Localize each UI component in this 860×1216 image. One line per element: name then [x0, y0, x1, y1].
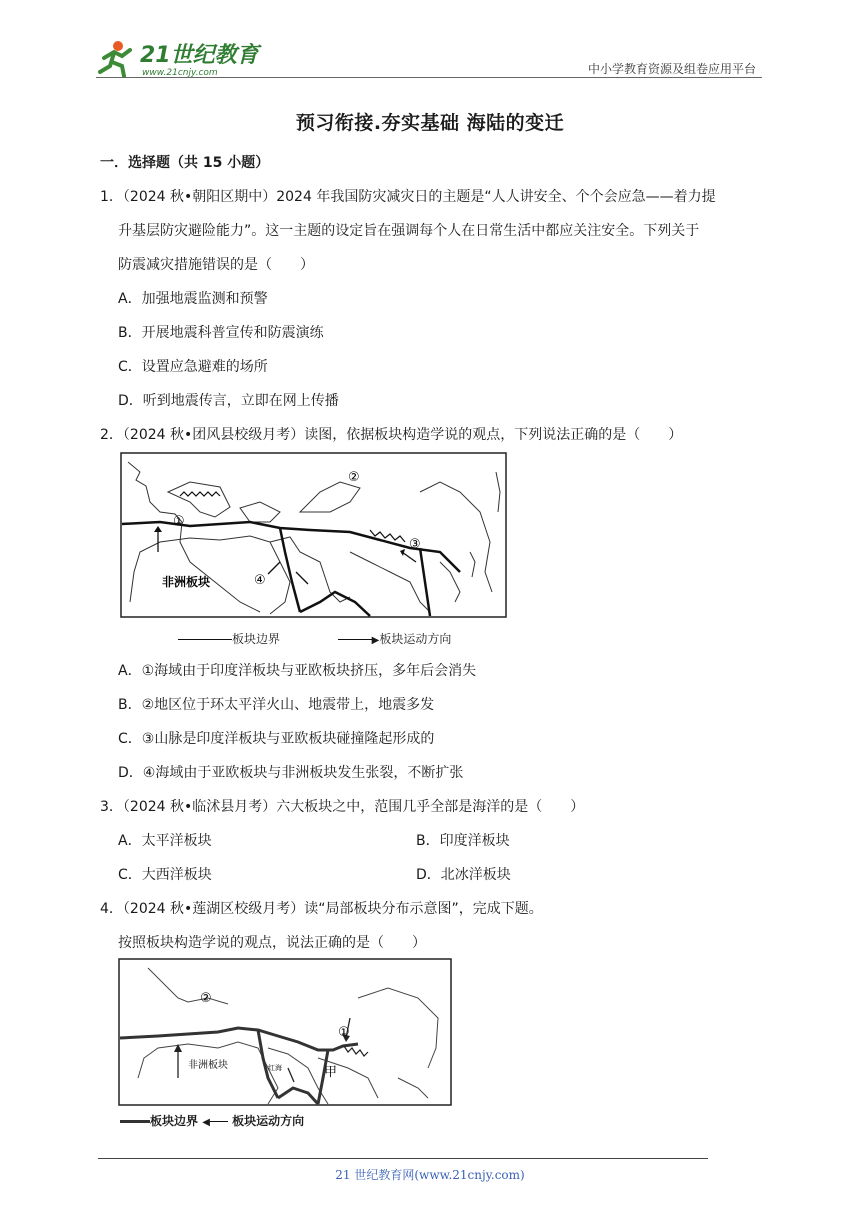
boundary-line-icon [178, 639, 232, 640]
q1-option-b[interactable]: B．开展地震科普宣传和防震演练 [118, 325, 324, 341]
section-heading: 一．选择题（共 15 小题） [100, 155, 270, 171]
q3-option-b[interactable]: B．印度洋板块 [416, 833, 510, 849]
page-title: 预习衔接.夯实基础 海陆的变迁 [295, 112, 565, 134]
q1-line3: 防震减灾措施错误的是（ ） [118, 257, 314, 273]
q4-line1: 4．（2024 秋•莲湖区校级月考）读“局部板块分布示意图”，完成下题。 [100, 901, 543, 917]
q2-legend-direction: 板块运动方向 [379, 632, 452, 646]
header-divider [96, 77, 762, 78]
q3-line1: 3．（2024 秋•临沭县月考）六大板块之中，范围几乎全部是海洋的是（ ） [100, 799, 585, 815]
q4-legend-direction: 板块运动方向 [232, 1114, 305, 1128]
q3-option-a[interactable]: A．太平洋板块 [118, 833, 212, 849]
q4-label-jia: 甲 [324, 1065, 338, 1080]
platform-name: 中小学教育资源及组卷应用平台 [587, 62, 756, 76]
q2-plate-map [120, 452, 508, 624]
q2-option-b[interactable]: B．②地区位于环太平洋火山、地震带上，地震多发 [118, 697, 435, 713]
q4-line2: 按照板块构造学说的观点，说法正确的是（ ） [118, 935, 426, 951]
q2-label-4: ④ [254, 573, 266, 588]
q4-label-1: ① [338, 1025, 350, 1040]
arrow-left-icon [210, 1121, 228, 1122]
q1-line1: 1．（2024 秋•朝阳区期中）2024 年我国防灾减灾日的主题是“人人讲安全、个个会应急——着力提 [100, 189, 716, 205]
q4-legend: 板块边界 ◀ 板块运动方向 [120, 1112, 304, 1129]
q4-label-africa: 非洲板块 [188, 1060, 228, 1071]
q1-line2: 升基层防灾避险能力”。这一主题的设定旨在强调每个人在日常生活中都应关注安全。下列关于 [118, 223, 700, 239]
footer-site[interactable]: 21 世纪教育网(www.21cnjy.com) [335, 1168, 525, 1182]
q1-option-a[interactable]: A．加强地震监测和预警 [118, 291, 268, 307]
q2-line1: 2．（2024 秋•团风县校级月考）读图，依据板块构造学说的观点，下列说法正确的是（ ） [100, 427, 683, 443]
footer-divider [98, 1158, 708, 1159]
q3-option-c[interactable]: C．大西洋板块 [118, 867, 212, 883]
q1-option-d[interactable]: D．听到地震传言，立即在网上传播 [118, 393, 339, 409]
q4-legend-boundary: 板块边界 [150, 1114, 199, 1128]
q2-legend: 板块边界 ▶板块运动方向 [178, 630, 451, 647]
boundary-line-icon [120, 1120, 150, 1123]
runner-icon [100, 41, 130, 76]
q2-option-d[interactable]: D．④海域由于亚欧板块与非洲板块发生张裂，不断扩张 [118, 765, 464, 781]
q2-label-1: ① [173, 514, 185, 529]
q2-label-2: ② [348, 470, 360, 485]
q2-legend-boundary: 板块边界 [232, 632, 281, 646]
brand-logo [96, 38, 266, 80]
q4-plate-map [118, 958, 454, 1112]
q2-option-a[interactable]: A．①海域由于印度洋板块与亚欧板块挤压，多年后会消失 [118, 663, 477, 679]
q1-option-c[interactable]: C．设置应急避难的场所 [118, 359, 268, 375]
svg-text:www.21cnjy.com: www.21cnjy.com [142, 68, 218, 78]
arrow-right-icon [338, 639, 372, 640]
q4-label-sea: 红海 [268, 1064, 282, 1072]
svg-text:21世纪教育: 21世纪教育 [140, 43, 259, 68]
q2-label-3: ③ [409, 537, 421, 552]
q2-label-africa: 非洲板块 [162, 575, 211, 589]
q2-option-c[interactable]: C．③山脉是印度洋板块与亚欧板块碰撞隆起形成的 [118, 731, 435, 747]
q3-option-d[interactable]: D．北冰洋板块 [416, 867, 511, 883]
q4-label-2: ② [200, 991, 212, 1006]
